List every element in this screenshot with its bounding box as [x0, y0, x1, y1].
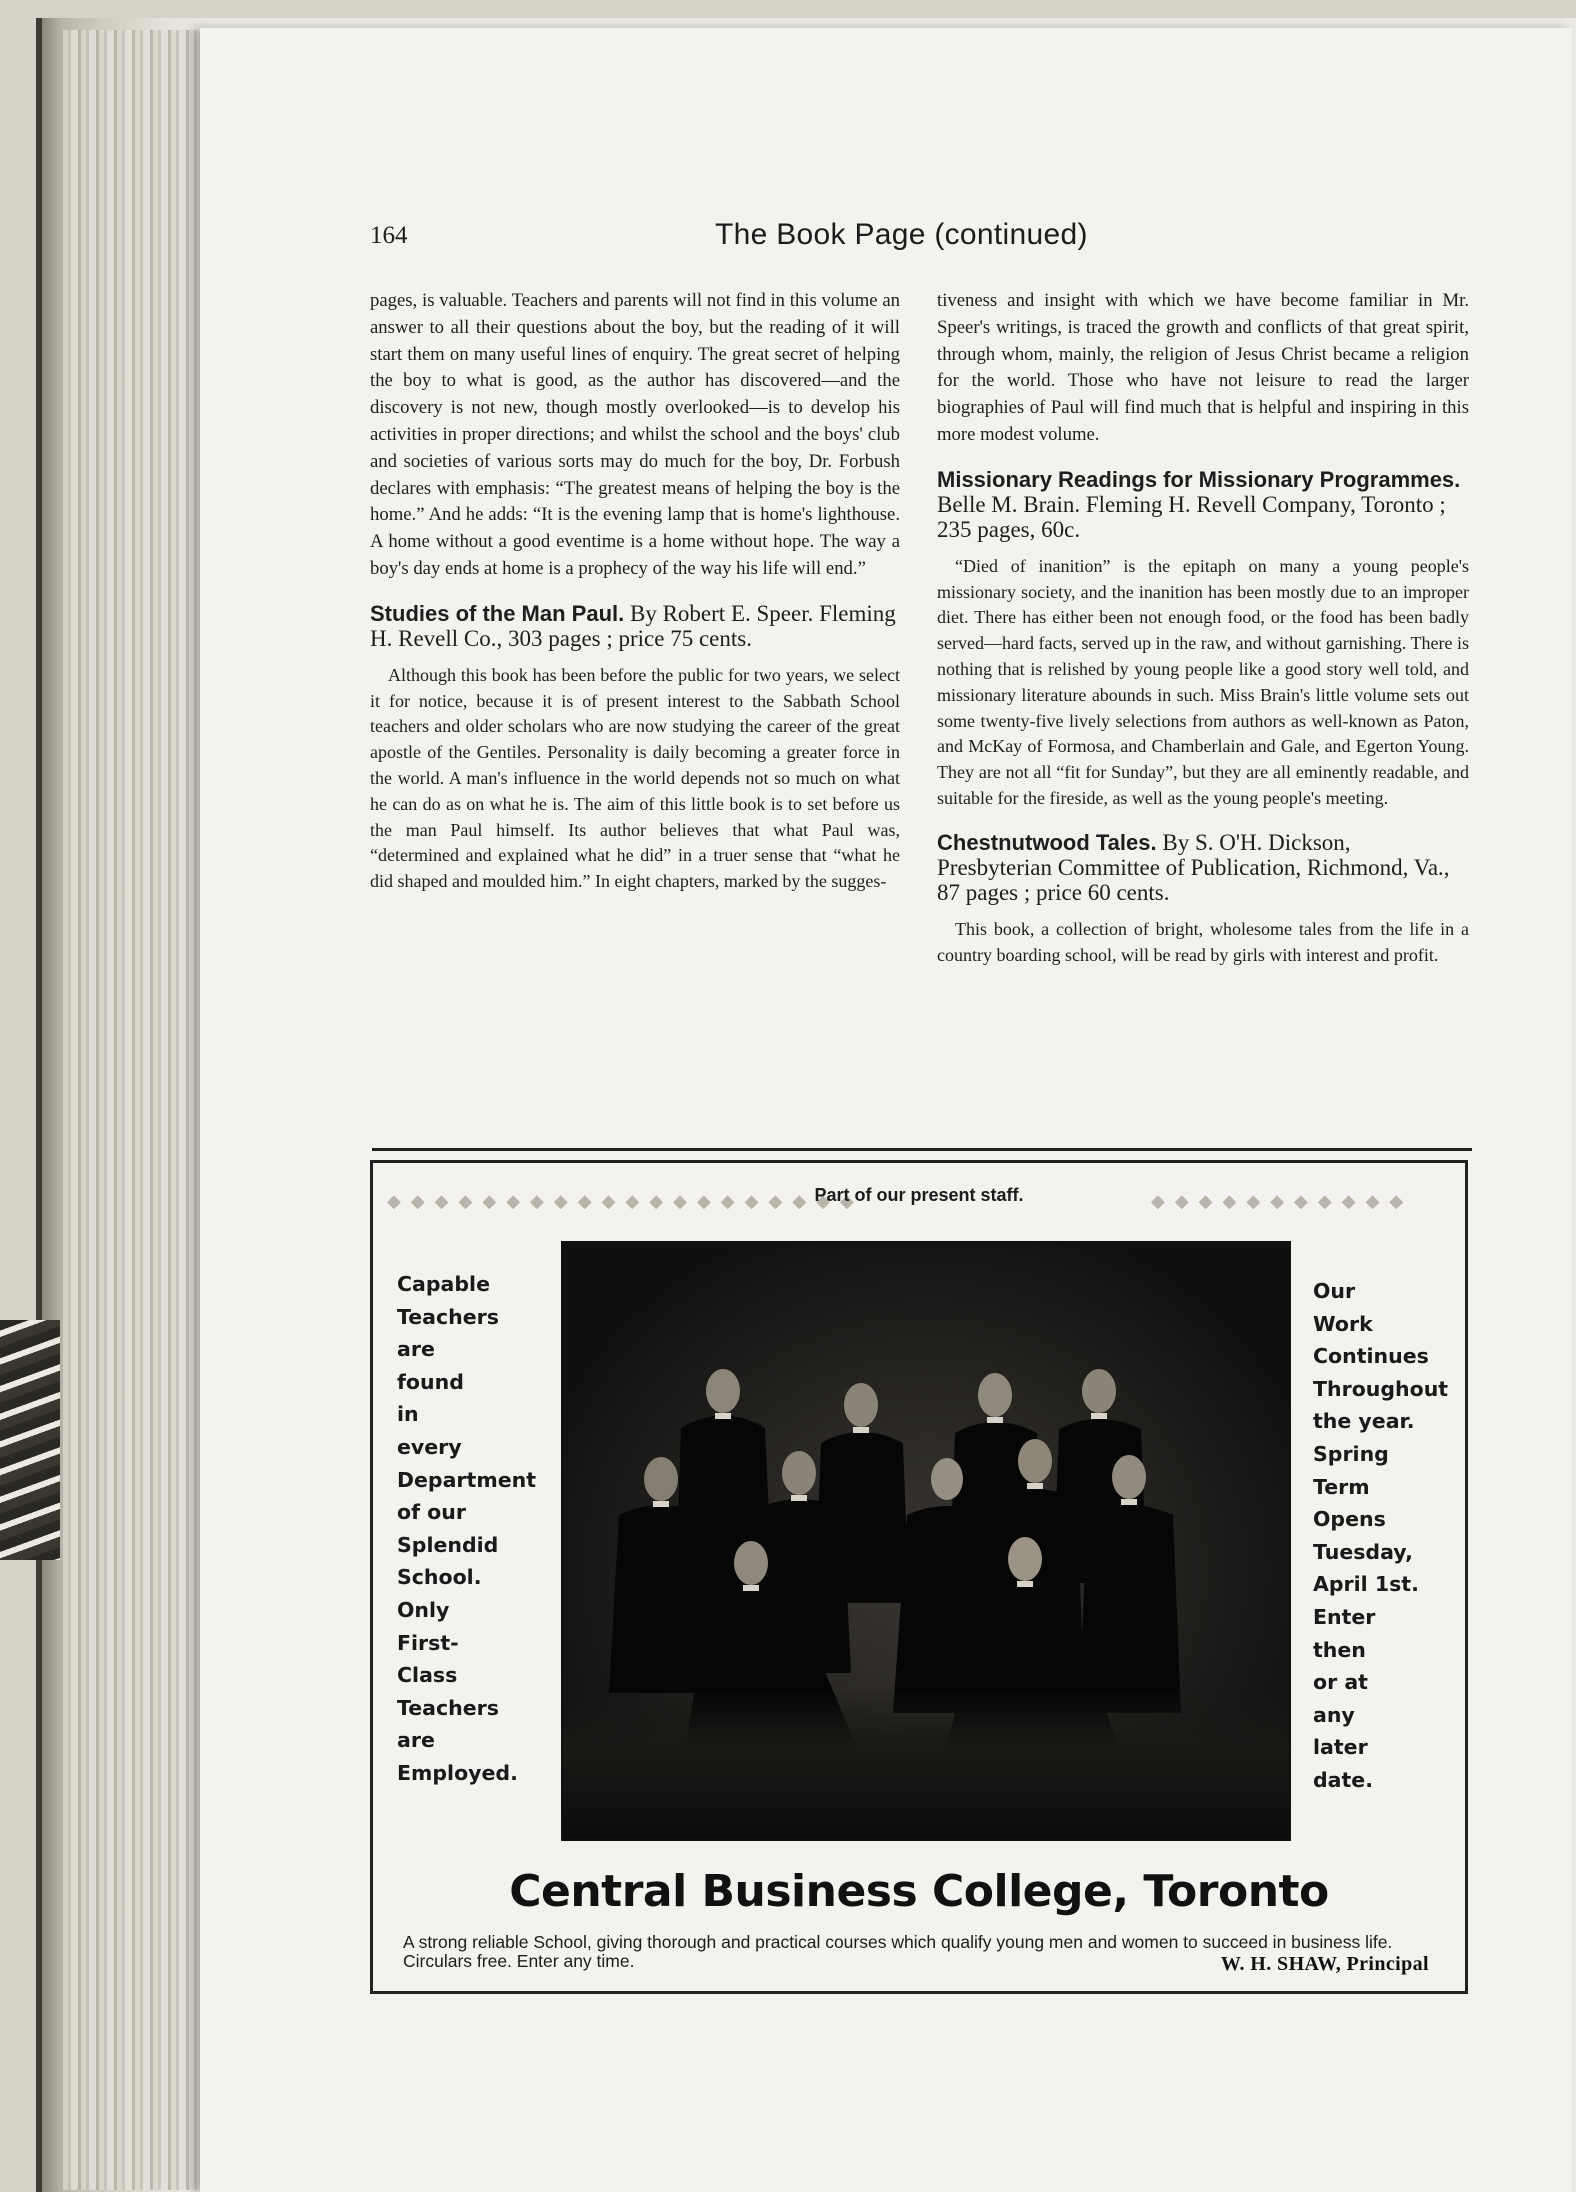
- right-paragraph-3: This book, a collection of bright, wholesome tales from the life in a country boarding school, will be read by girls with interest and profit.: [937, 918, 1469, 965]
- ad-principal: W. H. SHAW, Principal: [1220, 1953, 1429, 1975]
- ad-text-line: Work: [1313, 1311, 1373, 1336]
- ad-text-line: every: [397, 1434, 462, 1459]
- ad-text-line: Teachers: [397, 1304, 499, 1329]
- ad-text-line: are: [397, 1728, 435, 1753]
- book-title: Chestnutwood Tales.: [937, 829, 1157, 855]
- ad-text-line: School.: [397, 1565, 482, 1590]
- book-entry-heading-1: [370, 601, 900, 651]
- left-paragraph-1: pages, is valuable. Teachers and parents will not find in this volume an answer to all their questions about the boy, but the reading of it will start them on many useful lines of enquiry. The great secret of helping the boy to what is good, as the author has discovered—and the discovery is not new, though mostly overlooked—is to develop his activities in proper directions; and whilst the school and the boys' club and societies of various sorts may do much for the boy, Dr. Forbush declares with emphasis: “The greatest means of helping the boy is the home.” And he adds: “It is the evening lamp that is home's lighthouse. A home without a good eventime is a home without hope. The way a boy's day ends at home is a prophecy of the way his life will end.”: [370, 290, 900, 579]
- book-title: Missionary Readings for Missionary Programmes.: [937, 466, 1461, 492]
- right-column: [937, 288, 1469, 968]
- advertisement-box: [370, 1160, 1468, 1994]
- book-entry-heading-2: [937, 467, 1469, 542]
- ad-text-line: Capable: [397, 1272, 490, 1296]
- ad-text-line: are: [397, 1337, 435, 1362]
- ad-text-line: or at: [1313, 1670, 1368, 1695]
- ad-text-line: the year.: [1313, 1409, 1415, 1434]
- photo-caption: Part of our present staff.: [814, 1185, 1024, 1205]
- ad-text-line: Employed.: [397, 1760, 518, 1785]
- staff-group-photo: [561, 1241, 1291, 1841]
- ad-text-line: Throughout: [1313, 1376, 1449, 1401]
- ad-text-line: Class: [397, 1663, 458, 1688]
- page-edges: [60, 30, 210, 2190]
- ad-text-line: of our: [397, 1500, 466, 1525]
- book-binding: [0, 1320, 60, 1560]
- ad-text-line: later: [1313, 1735, 1368, 1760]
- ad-text-line: First-: [397, 1630, 459, 1655]
- ad-title: Central Business College, Toronto: [509, 1866, 1329, 1917]
- running-head: The Book Page (continued): [715, 218, 1088, 251]
- page-number: 164: [370, 222, 408, 249]
- ad-text-line: date.: [1313, 1767, 1373, 1792]
- ad-text-line: then: [1313, 1637, 1366, 1662]
- ad-text-line: Tuesday,: [1313, 1539, 1413, 1564]
- page-header: [370, 218, 1480, 258]
- ad-text-line: Enter: [1313, 1604, 1376, 1629]
- ad-text-line: Term: [1313, 1474, 1370, 1499]
- left-column: [370, 288, 900, 895]
- ad-text-line: Continues: [1313, 1344, 1429, 1369]
- ad-text-line: Splendid: [397, 1532, 499, 1557]
- left-paragraph-2: Although this book has been before the public for two years, we select it for notice, because it is of present interest to the Sabbath School teachers and older scholars who are now studying the career of the great apostle of the Gentiles. Personality is daily becoming a greater force in the world. A man's influence in the world depends not so much on what he can do as on what he is. The aim of this little book is to set before us the man Paul himself. Its author believes that what Paul was, “determined and explained what he did” in a truer sense that “what he did shaped and moulded him.” In eight chapters, marked by the sugges-: [370, 664, 900, 892]
- ornament-row: ◆◆◆◆◆◆◆◆◆◆◆◆◆◆◆◆◆◆◆◆: [387, 1191, 864, 1211]
- ad-description: A strong reliable School, giving thorough and practical courses which qualify young men and women to succeed in business life. Circulars free. Enter any time.: [403, 1932, 1393, 1971]
- ad-text-line: any: [1313, 1702, 1355, 1727]
- book-details: By Robert E. Speer. Fleming H. Revell Co., 303 pages ; price 75 cents.: [370, 600, 896, 651]
- ad-right-text: [1313, 1275, 1463, 1797]
- book-details: Belle M. Brain. Fleming H. Revell Company, Toronto ; 235 pages, 60c.: [937, 491, 1446, 542]
- ad-left-text: [397, 1268, 537, 1790]
- ad-text-line: found: [397, 1369, 464, 1394]
- ornament-row: ◆◆◆◆◆◆◆◆◆◆◆: [1151, 1191, 1414, 1211]
- ad-text-line: Only: [397, 1597, 450, 1622]
- ad-text-line: April 1st.: [1313, 1572, 1419, 1597]
- book-details: By S. O'H. Dickson, Presbyterian Committee of Publication, Richmond, Va., 87 pages ; price 60 cents.: [937, 829, 1450, 905]
- book-title: Studies of the Man Paul.: [370, 600, 625, 626]
- section-rule: [372, 1148, 1472, 1151]
- ad-text-line: Our: [1313, 1279, 1356, 1303]
- photo-floor: [563, 1689, 1289, 1839]
- ad-text-line: Spring: [1313, 1441, 1389, 1466]
- ad-text-line: Teachers: [397, 1695, 499, 1720]
- right-paragraph-2: “Died of inanition” is the epitaph on many a young people's missionary society, and the inanition has been mostly due to an improper diet. There has either been not enough food, or the food has been badly served—hard facts, served up in the raw, and without garnishing. There is nothing that is relished by young people like a good story well told, and missionary literature abounds in such. Miss Brain's little volume sets out some twenty-five lively selections from authors as well-known as Paton, and McKay of Formosa, and Chamberlain and Gale, and Egerton Young. They are not all “fit for Sunday”, but they are all eminently readable, and suitable for the fireside, as well as the young people's meeting.: [937, 555, 1469, 808]
- ad-text-line: in: [397, 1402, 419, 1427]
- right-paragraph-1: tiveness and insight with which we have become familiar in Mr. Speer's writings, is traced the growth and conflicts of that great spirit, through whom, mainly, the religion of Jesus Christ became a religion for the world. Those who have not leisure to read the larger biographies of Paul will find much that is helpful and inspiring in this more modest volume.: [937, 290, 1469, 445]
- ad-text-line: Opens: [1313, 1507, 1386, 1532]
- ad-text-line: Department: [397, 1467, 536, 1492]
- book-entry-heading-3: [937, 830, 1469, 905]
